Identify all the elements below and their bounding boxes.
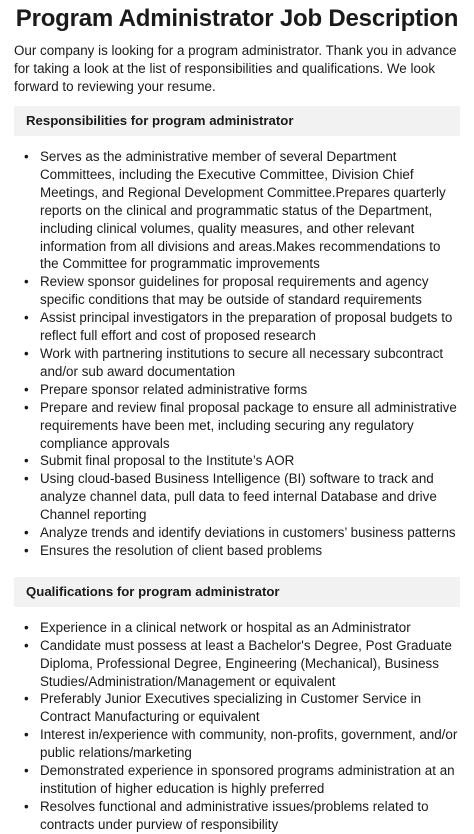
list-item xyxy=(14,381,460,399)
bullet-icon: • xyxy=(24,691,29,707)
list-item xyxy=(14,524,460,542)
bullet-icon: • xyxy=(24,471,29,487)
list-item-text: Prepare and review final proposal package to ensure all administrative requirements have been met, including securing any regulatory compliance approvals xyxy=(40,399,457,451)
bullet-icon: • xyxy=(24,727,29,743)
bullet-icon: • xyxy=(24,453,29,469)
intro-paragraph: Our company is looking for a program administrator. Thank you in advance for taking a look at the list of responsibilities and qualifications. We look forward to reviewing your resume. xyxy=(14,43,457,94)
qualifications-list xyxy=(14,619,460,834)
list-item-text: Review sponsor guidelines for proposal requirements and agency specific conditions that may be outside of standard requirements xyxy=(40,274,429,308)
list-item-text: Prepare sponsor related administrative forms xyxy=(40,381,308,397)
list-item-text: Assist principal investigators in the preparation of proposal budgets to reflect full effort and cost of proposed research xyxy=(40,310,453,344)
list-item xyxy=(14,148,460,273)
list-item xyxy=(14,470,460,524)
list-item-text: Work with partnering institutions to secure all necessary subcontract and/or sub award documentation xyxy=(40,345,444,379)
list-item-text: Analyze trends and identify deviations in customers’ business patterns xyxy=(40,525,456,541)
list-item-text: Demonstrated experience in sponsored programs administration at an institution of higher education is highly preferred xyxy=(40,763,455,796)
bullet-icon: • xyxy=(24,399,29,415)
list-item xyxy=(14,345,460,381)
list-item-text: Serves as the administrative member of several Department Committees, including the Executive Committee, Division Chief Meetings, and Regional Development Committee.Prepares quarterly reports on the clinical and programmatic status of the Department, including clinical volumes, quality measures, and other relevant information from all divisions and areas.Makes recommendations to the Committee for programmatic improvements xyxy=(40,149,446,272)
list-item-text: Ensures the resolution of client based problems xyxy=(40,542,323,558)
list-item-text: Interest in/experience with community, non-profits, government, and/or public relations/marketing xyxy=(40,727,458,761)
qualifications-header: Qualifications for program administrator xyxy=(14,577,460,607)
list-item xyxy=(14,762,460,798)
list-item-text: Candidate must possess at least a Bachelor's Degree, Post Graduate Diploma, Professional Degree, Engineering (Mechanical), Business Studies/Administration/Management or equivalent xyxy=(40,637,452,689)
list-item xyxy=(14,273,460,309)
bullet-icon: • xyxy=(24,345,29,361)
bullet-icon: • xyxy=(24,619,29,635)
list-item xyxy=(14,619,460,637)
list-item xyxy=(14,452,460,470)
list-item-text: Submit final proposal to the Institute’s AOR xyxy=(40,453,295,469)
bullet-icon: • xyxy=(24,381,29,397)
list-item xyxy=(14,309,460,345)
list-item-text: Experience in a clinical network or hospital as an Administrator xyxy=(40,619,411,635)
list-item xyxy=(14,637,460,691)
list-item xyxy=(14,726,460,762)
list-item-text: Using cloud-based Business Intelligence (BI) software to track and analyze channel data, pull data to feed internal Database and drive Channel reporting xyxy=(40,471,437,523)
list-item xyxy=(14,690,460,726)
list-item xyxy=(14,798,460,834)
bullet-icon: • xyxy=(24,149,29,164)
list-item xyxy=(14,542,460,560)
list-item-text: Resolves functional and administrative issues/problems related to contracts under purview of responsibility xyxy=(40,798,429,832)
responsibilities-header: Responsibilities for program administrator xyxy=(14,106,460,136)
bullet-icon: • xyxy=(24,763,29,779)
list-item xyxy=(14,399,460,453)
responsibilities-section xyxy=(14,106,460,560)
bullet-icon: • xyxy=(24,542,29,558)
bullet-icon: • xyxy=(24,310,29,326)
page-title: Program Administrator Job Description xyxy=(15,5,459,32)
responsibilities-list xyxy=(14,148,460,560)
bullet-icon: • xyxy=(24,637,29,653)
bullet-icon: • xyxy=(24,274,29,290)
bullet-icon: • xyxy=(24,525,29,541)
qualifications-section xyxy=(14,577,460,834)
bullet-icon: • xyxy=(24,798,29,814)
list-item-text: Preferably Junior Executives specializing in Customer Service in Contract Manufacturing or equivalent xyxy=(40,691,422,725)
